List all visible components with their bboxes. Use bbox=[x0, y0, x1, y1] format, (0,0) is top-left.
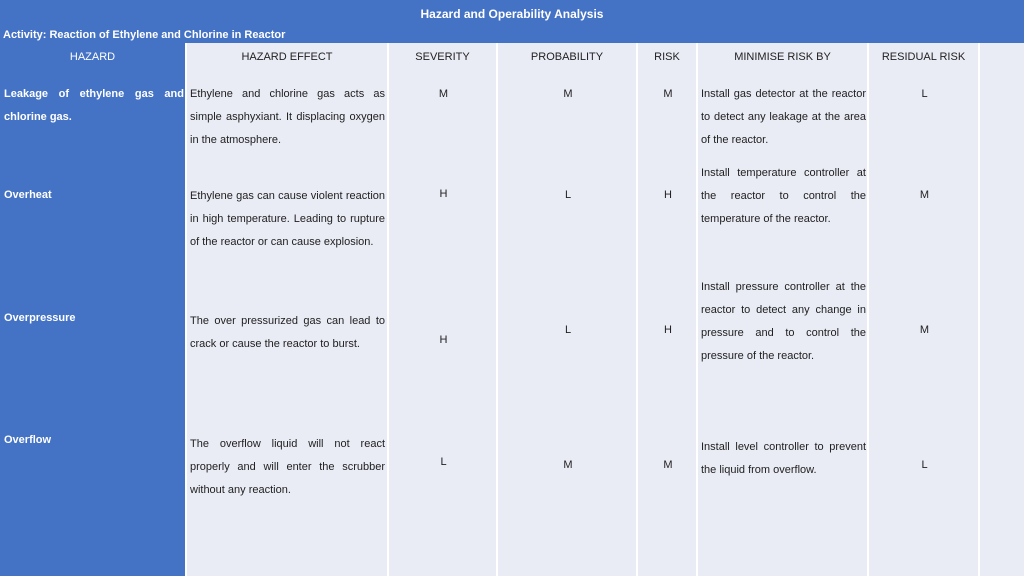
header-risk: RISK bbox=[638, 43, 698, 81]
header-residual-risk: RESIDUAL RISK bbox=[869, 43, 980, 81]
row-1-hazard: Leakage of ethylene gas and chlorine gas. bbox=[4, 88, 184, 123]
table-header bbox=[0, 43, 1024, 81]
row-4-hazard: Overflow bbox=[4, 434, 52, 446]
header-hazard: HAZARD bbox=[0, 43, 187, 81]
row-3-risk: H bbox=[664, 324, 672, 336]
row-2-hazard: Overheat bbox=[4, 189, 52, 201]
row-4-residual: L bbox=[921, 459, 928, 471]
row-1-minimise: Install gas detector at the reactor to detect any leakage at the area of the reactor. bbox=[701, 88, 866, 146]
row-3-residual: M bbox=[919, 324, 930, 336]
page-title: Hazard and Operability Analysis bbox=[420, 7, 604, 21]
row-3-effect: The over pressurized gas can lead to crack or cause the reactor to burst. bbox=[190, 315, 385, 350]
row-4-risk: M bbox=[663, 459, 673, 471]
header-hazard-effect: HAZARD EFFECT bbox=[187, 43, 389, 81]
row-4-probability: M bbox=[563, 459, 573, 471]
title-bar bbox=[0, 0, 1024, 43]
row-1-probability: M bbox=[563, 88, 573, 100]
row-2-effect: Ethylene gas can cause violent reaction in high temperature. Leading to rupture of the reactor or can cause explosion. bbox=[190, 190, 385, 248]
row-1-effect: Ethylene and chlorine gas acts as simple asphyxiant. It displacing oxygen in the atmosphere. bbox=[190, 88, 385, 146]
header-severity: SEVERITY bbox=[389, 43, 498, 81]
row-2-probability: L bbox=[564, 189, 572, 201]
row-4-severity: L bbox=[440, 456, 447, 468]
row-2-minimise: Install temperature controller at the reactor to control the temperature of the reactor. bbox=[701, 167, 866, 225]
row-3-minimise: Install pressure controller at the reactor to detect any change in pressure and to control the pressure of the reactor. bbox=[701, 281, 866, 362]
row-2-severity: H bbox=[439, 188, 448, 200]
row-3-probability: L bbox=[564, 324, 572, 336]
row-4-effect: The overflow liquid will not react properly and will enter the scrubber without any reaction. bbox=[190, 438, 385, 496]
row-3-hazard: Overpressure bbox=[4, 312, 76, 324]
table-body bbox=[0, 81, 1024, 576]
row-2-risk: H bbox=[664, 189, 672, 201]
header-probability: PROBABILITY bbox=[498, 43, 638, 81]
header-extra-column bbox=[980, 43, 1024, 81]
extra-column bbox=[980, 81, 1024, 576]
row-4-minimise: Install level controller to prevent the liquid from overflow. bbox=[701, 441, 866, 476]
row-1-risk: M bbox=[663, 88, 673, 100]
row-1-residual: L bbox=[921, 88, 928, 100]
row-1-severity: M bbox=[438, 88, 449, 100]
row-2-residual: M bbox=[919, 189, 930, 201]
activity-label: Activity: Reaction of Ethylene and Chlorine in Reactor bbox=[3, 29, 286, 41]
row-3-severity: H bbox=[439, 334, 448, 346]
header-minimise-risk: MINIMISE RISK BY bbox=[698, 43, 869, 81]
